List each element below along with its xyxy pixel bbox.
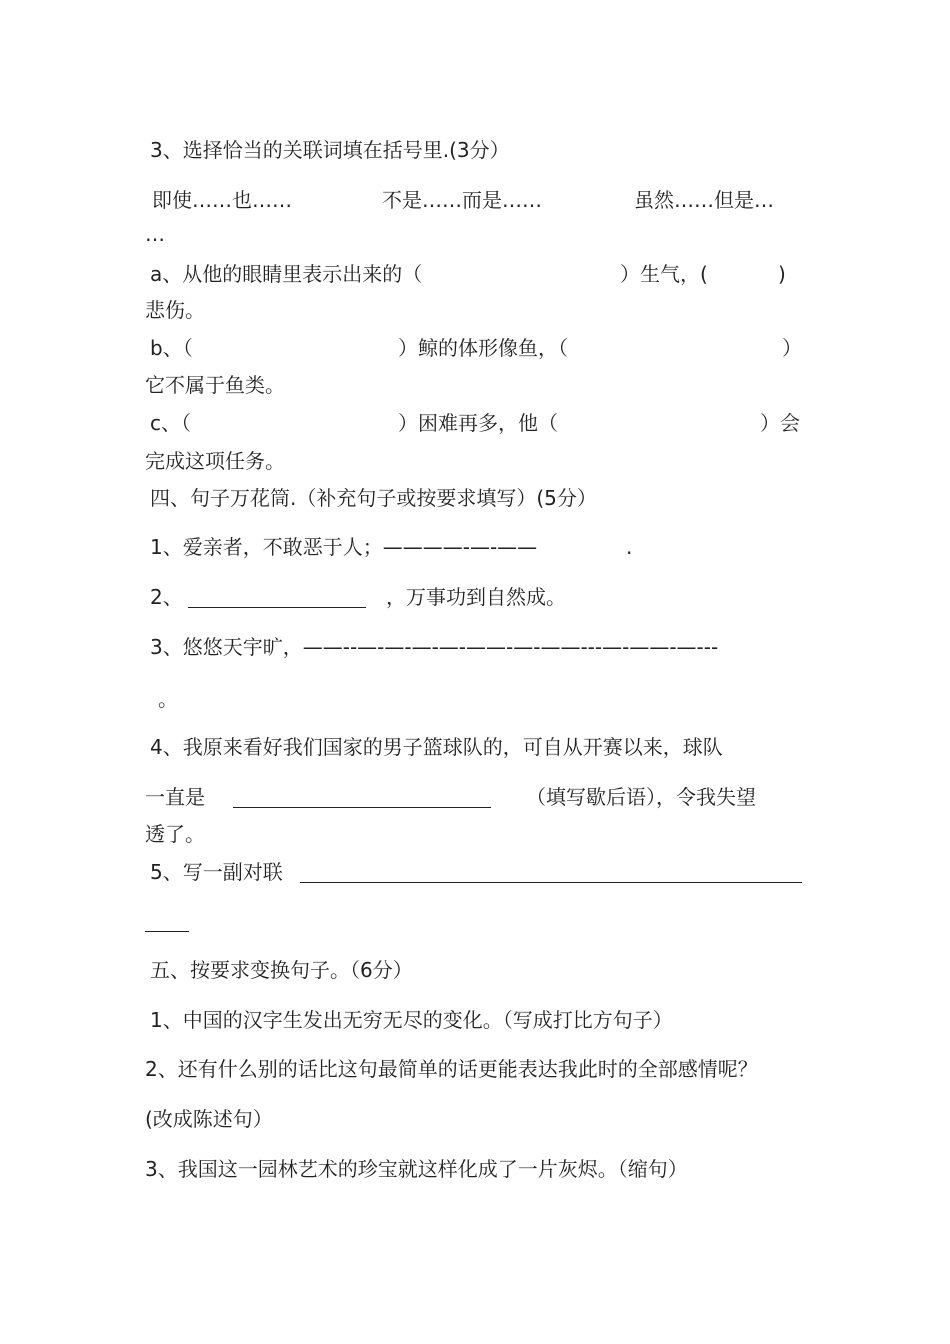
item-a-part2: ）生气，( <box>620 262 708 286</box>
item-a-cont: 悲伤。 <box>145 298 205 322</box>
item-c-part3: ）会 <box>760 411 800 435</box>
s4-question-4-blank[interactable] <box>233 807 491 808</box>
s4-question-5-blank[interactable] <box>300 882 802 883</box>
conjunction-option-1: 即使……也…… <box>152 188 292 212</box>
s4-question-1-end: . <box>626 535 633 559</box>
s4-question-2-number: 2、 <box>150 585 183 609</box>
s4-question-2-text: ，万事功到自然成。 <box>386 585 566 609</box>
s5-question-2-cont: (改成陈述句） <box>145 1107 273 1131</box>
s4-question-5-blank-cont[interactable] <box>145 931 189 932</box>
s5-question-1: 1、中国的汉字生发出无穷无尽的变化。（写成打比方句子） <box>150 1008 673 1032</box>
item-b-cont: 它不属于鱼类。 <box>145 373 285 397</box>
s4-question-3: 3、悠悠天宇旷，——--—-—-—-—-——-—-——---—-——-—--- <box>150 635 719 659</box>
s4-question-1: 1、爱亲者，不敢恶于人；————-—-—— <box>150 535 538 559</box>
item-c-part2: ）困难再多，他（ <box>398 411 558 435</box>
conjunction-option-3: 虽然……但是… <box>634 188 774 212</box>
item-b-part1: b、（ <box>150 336 193 360</box>
s5-question-3: 3、我国这一园林艺术的珍宝就这样化成了一片灰烬。（缩句） <box>145 1157 688 1181</box>
s4-question-4-cont: 透了。 <box>145 822 205 846</box>
conjunction-option-3-cont: … <box>145 222 165 246</box>
s4-question-2-blank[interactable] <box>188 607 366 608</box>
item-b-part3: ） <box>782 336 802 360</box>
conjunction-option-2: 不是……而是…… <box>382 188 542 212</box>
item-a-part3: ) <box>778 262 786 286</box>
section3-title: 3、选择恰当的关联词填在括号里.(3分） <box>150 138 510 162</box>
s5-question-2: 2、还有什么别的话比这句最简单的话更能表达我此时的全部感情呢？ <box>145 1057 758 1081</box>
item-a-part1: a、从他的眼睛里表示出来的（ <box>150 262 423 286</box>
item-c-part1: c、（ <box>150 411 191 435</box>
s4-question-3-end: 。 <box>158 687 178 711</box>
s4-question-4-lead: 一直是 <box>145 785 205 809</box>
s4-question-4: 4、我原来看好我们国家的男子篮球队的，可自从开赛以来，球队 <box>150 735 723 759</box>
section5-title: 五、按要求变换句子。（6分） <box>150 958 413 982</box>
section4-title: 四、句子万花筒.（补充句子或按要求填写）(5分） <box>150 486 597 510</box>
item-b-part2: ）鲸的体形像鱼，（ <box>398 336 568 360</box>
s4-question-4-hint: （填写歇后语），令我失望 <box>526 785 756 809</box>
s4-question-5: 5、写一副对联 <box>150 860 283 884</box>
item-c-cont: 完成这项任务。 <box>145 449 285 473</box>
